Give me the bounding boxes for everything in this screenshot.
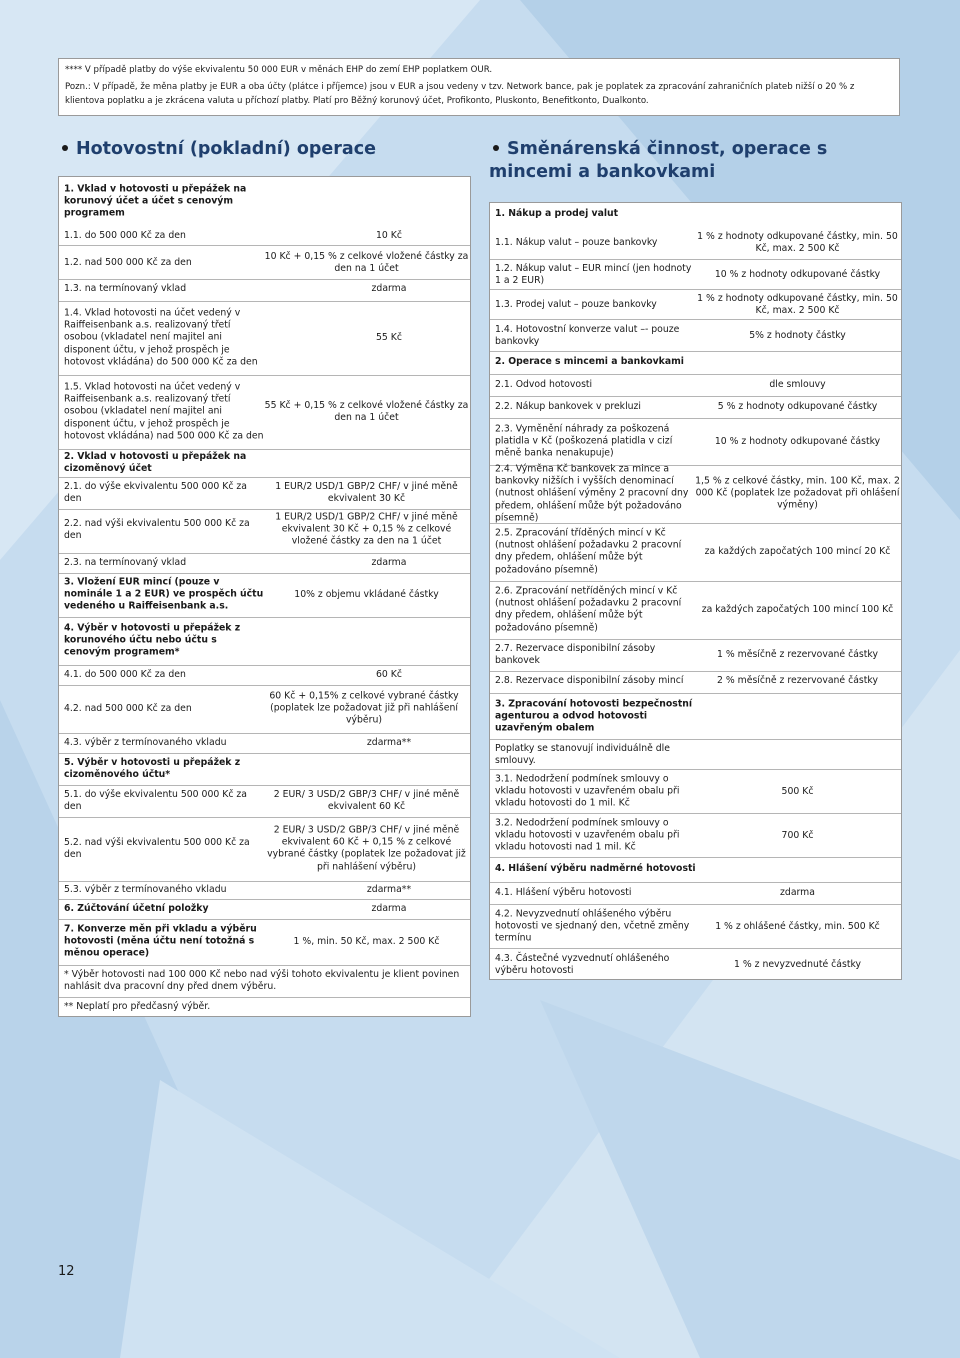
right-section-heading bbox=[489, 138, 899, 184]
row-value: zdarma bbox=[780, 886, 815, 898]
row-value: 55 Kč + 0,15 % z celkové vložené částky za den na 1 účet bbox=[264, 399, 469, 423]
row-label: 4.3. Částečné vyzvednutí ohlášeného výběru hotovosti bbox=[495, 952, 670, 976]
row-value: 60 Kč bbox=[376, 668, 402, 680]
row-label: 2.8. Rezervace disponibilní zásoby mincí bbox=[495, 674, 684, 686]
row-label: 2.6. Zpracování netříděných mincí v Kč (nutnost ohlášení požadavku 2 pracovní dny předem, ohlášení může být požadováno písemně) bbox=[495, 585, 682, 634]
table-row bbox=[490, 289, 901, 320]
row-label: 4.1. do 500 000 Kč za den bbox=[64, 668, 186, 680]
row-value: zdarma bbox=[371, 556, 407, 568]
row-value: 500 Kč bbox=[781, 785, 814, 797]
row-label: 4.1. Hlášení výběru hotovosti bbox=[495, 886, 632, 898]
top-note-box bbox=[58, 58, 900, 116]
row-label: 2.2. nad výši ekvivalentu 500 000 Kč za den bbox=[64, 517, 250, 541]
table-row bbox=[490, 319, 901, 352]
row-label: 4.3. výběr z termínovaného vkladu bbox=[64, 736, 227, 748]
bullet-icon bbox=[493, 145, 499, 151]
row-value: 5 % z hodnoty odkupované částky bbox=[717, 400, 878, 412]
row-value: 2 EUR/ 3 USD/2 GBP/3 CHF/ v jiné měně ekvivalent 60 Kč bbox=[273, 788, 460, 812]
table-row bbox=[490, 904, 901, 949]
network-bank-note: Pozn.: V případě, že měna platby je EUR a oba účty (plátce i příjemce) jsou v EUR a jsou vedeny v tzv. Network bance, pak je poplatek za zpracování zahraničních plateb nižší o 20 % z klientova poplatku a je zkrácena valuta u příchozí platby. Platí pro Běžný korunový účet, Profikonto, Pluskonto, Benefitkonto, Dualkonto. bbox=[65, 81, 855, 106]
row-value: 1,5 % z celkové částky, min. 100 Kč, max. 2 000 Kč (poplatek lze požadovat při ohlášení výměny) bbox=[695, 475, 900, 512]
table-row bbox=[59, 899, 470, 918]
row-value: 1 EUR/2 USD/1 GBP/2 CHF/ v jiné měně ekvivalent 30 Kč bbox=[275, 480, 458, 504]
row-label: 1.3. Prodej valut – pouze bankovky bbox=[495, 298, 657, 310]
row-value: 1 EUR/2 USD/1 GBP/2 CHF/ v jiné měně ekvivalent 30 Kč + 0,15 % z celkové vložené částky za den na 1 účet bbox=[275, 511, 458, 548]
table-row bbox=[59, 375, 470, 448]
row-label: 5.2. nad výši ekvivalentu 500 000 Kč za den bbox=[64, 836, 250, 860]
row-label: 1.4. Hotovostní konverze valut –- pouze bankovky bbox=[495, 323, 680, 347]
row-value: 55 Kč bbox=[376, 331, 402, 343]
row-label: 5. Výběr v hotovosti u přepážek z cizoměnového účtu* bbox=[64, 756, 241, 780]
row-label: 2.5. Zpracování tříděných mincí v Kč (nutnost ohlášení požadavku 2 pracovní dny předem, ohlášení může být požadováno písemně) bbox=[495, 527, 682, 576]
table-row bbox=[490, 857, 901, 880]
row-value: 5% z hodnoty částky bbox=[749, 329, 846, 341]
table-row bbox=[59, 301, 470, 374]
table-row bbox=[490, 693, 901, 740]
row-label: ** Neplatí pro předčasný výběr. bbox=[64, 1000, 211, 1012]
table-row bbox=[59, 449, 470, 476]
table-row bbox=[490, 523, 901, 580]
table-row bbox=[490, 882, 901, 903]
row-value: 10 Kč + 0,15 % z celkové vložené částky za den na 1 účet bbox=[264, 250, 469, 274]
row-value: zdarma bbox=[371, 282, 407, 294]
row-label: 2. Vklad v hotovosti u přepážek na cizoměnový účet bbox=[64, 450, 247, 474]
table-row bbox=[59, 279, 470, 298]
table-row bbox=[59, 997, 470, 1016]
row-label: 2.3. Vyměnění náhrady za poškozená platidla v Kč (poškozená platidla v cizí měně banka nenakupuje) bbox=[495, 423, 673, 459]
row-value: 1 % měsíčně z rezervované částky bbox=[717, 648, 878, 660]
table-row bbox=[59, 245, 470, 280]
row-label: 1. Vklad v hotovosti u přepážek na korunový účet a účet s cenovým programem bbox=[64, 183, 247, 220]
row-value: 10% z objemu vkládané částky bbox=[294, 588, 439, 600]
row-label: 1.3. na termínovaný vklad bbox=[64, 282, 187, 294]
table-row bbox=[490, 769, 901, 814]
table-row bbox=[59, 665, 470, 684]
table-row bbox=[59, 733, 470, 752]
table-row bbox=[490, 351, 901, 372]
row-label: * Výběr hotovosti nad 100 000 Kč nebo nad výši tohoto ekvivalentu je klient povinen nahlásit dva pracovní dny před dnem výběru. bbox=[64, 968, 460, 992]
row-label: 1.2. Nákup valut – EUR mincí (jen hodnoty 1 a 2 EUR) bbox=[495, 262, 692, 286]
row-value: 1 %, min. 50 Kč, max. 2 500 Kč bbox=[293, 935, 440, 947]
table-row bbox=[59, 509, 470, 550]
row-value: 60 Kč + 0,15% z celkové vybrané částky (poplatek lze požadovat již při nahlášení výběru) bbox=[269, 690, 459, 727]
table-row bbox=[59, 553, 470, 572]
table-row bbox=[59, 229, 470, 243]
row-label: 2.7. Rezervace disponibilní zásoby bankovek bbox=[495, 642, 656, 666]
row-value: 2 EUR/ 3 USD/2 GBP/3 CHF/ v jiné měně ekvivalent 60 Kč + 0,15 % z celkové vybrané částky (poplatek lze požadovat již při nahlášení výběru) bbox=[267, 824, 466, 873]
table-row bbox=[59, 573, 470, 616]
row-value: zdarma** bbox=[366, 883, 412, 895]
table-row bbox=[490, 639, 901, 670]
row-value: 2 % měsíčně z rezervované částky bbox=[717, 674, 878, 686]
row-value: 1 % z ohlášené částky, min. 500 Kč bbox=[715, 920, 880, 932]
table-row bbox=[490, 813, 901, 858]
table-row bbox=[490, 203, 901, 225]
table-row bbox=[490, 418, 901, 464]
table-row bbox=[59, 685, 470, 732]
table-row bbox=[59, 965, 470, 996]
row-label: 2. Operace s mincemi a bankovkami bbox=[495, 355, 684, 367]
row-value: za každých započatých 100 mincí 20 Kč bbox=[704, 545, 891, 557]
table-row bbox=[490, 581, 901, 638]
row-value: 700 Kč bbox=[781, 829, 814, 841]
row-value: 1 % z nevyzvednuté částky bbox=[733, 958, 862, 970]
row-label: 1.2. nad 500 000 Kč za den bbox=[64, 256, 192, 268]
table-row bbox=[59, 881, 470, 898]
row-label: 1.4. Vklad hotovosti na účet vedený v Raiffeisenbank a.s. realizovaný třetí osobou (vkladatel není majitel ani disponent účtu, v jehož prospěch je hotovost vkládána) do 500 000 Kč za den bbox=[64, 307, 258, 368]
row-label: 3. Vložení EUR mincí (pouze v nominále 1 a 2 EUR) ve prospěch účtu vedeného u Raiffeisenbank a.s. bbox=[64, 576, 264, 613]
row-label: 2.1. Odvod hotovosti bbox=[495, 378, 593, 390]
row-value: 1 % z hodnoty odkupované částky, min. 50 Kč, max. 2 500 Kč bbox=[697, 292, 898, 316]
row-value: za každých započatých 100 mincí 100 Kč bbox=[701, 603, 894, 615]
row-label: 2.1. do výše ekvivalentu 500 000 Kč za den bbox=[64, 480, 247, 504]
row-label: 4. Hlášení výběru nadměrné hotovosti bbox=[495, 862, 696, 874]
row-label: 1. Nákup a prodej valut bbox=[495, 207, 619, 219]
right-heading-text: Směnárenská činnost, operace s mincemi a bankovkami bbox=[489, 139, 828, 182]
table-row bbox=[490, 948, 901, 981]
table-row bbox=[59, 785, 470, 816]
footnote-ehp: **** V případě platby do výše ekvivalentu 50 000 EUR v měnách EHP do zemí EHP poplatkem OUR. bbox=[65, 65, 493, 75]
row-label: 1.1. Nákup valut – pouze bankovky bbox=[495, 236, 658, 248]
row-value: 10 % z hodnoty odkupované částky bbox=[714, 435, 881, 447]
table-row bbox=[59, 919, 470, 964]
exchange-operations-table bbox=[489, 202, 902, 980]
table-row bbox=[59, 817, 470, 880]
row-label: 2.4. Výměna Kč bankovek za mince a bankovky nižších i vyšších denominací (nutnost ohlášení výměny 2 pracovní dny předem, ohlášení může být požadováno písemně) bbox=[495, 463, 689, 524]
table-row bbox=[59, 617, 470, 664]
page-number: 12 bbox=[58, 1264, 75, 1279]
table-row bbox=[490, 259, 901, 290]
table-row bbox=[490, 396, 901, 417]
left-section-heading bbox=[58, 138, 468, 161]
row-value: zdarma** bbox=[366, 736, 412, 748]
row-label: Poplatky se stanovují individuálně dle smlouvy. bbox=[495, 742, 670, 766]
table-row bbox=[59, 753, 470, 784]
row-label: 6. Zúčtování účetní položky bbox=[64, 902, 209, 914]
table-row bbox=[490, 465, 901, 522]
row-label: 5.3. výběr z termínovaného vkladu bbox=[64, 883, 227, 895]
left-heading-text: Hotovostní (pokladní) operace bbox=[76, 139, 376, 159]
row-value: zdarma bbox=[371, 902, 407, 914]
row-label: 1.5. Vklad hotovosti na účet vedený v Raiffeisenbank a.s. realizovaný třetí osobou (vkladatel není majitel ani disponent účtu, v jehož prospěch je hotovost vkládána) nad 500 000 Kč za den bbox=[64, 381, 264, 442]
row-label: 2.3. na termínovaný vklad bbox=[64, 556, 187, 568]
bullet-icon bbox=[62, 145, 68, 151]
table-row bbox=[59, 477, 470, 508]
row-label: 3.1. Nedodržení podmínek smlouvy o vkladu hotovosti v uzavřeném obalu při vkladu hotovosti do 1 mil. Kč bbox=[495, 773, 680, 810]
row-value: 1 % z hodnoty odkupované částky, min. 50 Kč, max. 2 500 Kč bbox=[697, 230, 898, 254]
row-label: 2.2. Nákup bankovek v prekluzi bbox=[495, 400, 642, 412]
row-label: 4.2. Nevyzvednutí ohlášeného výběru hotovosti ve sjednaný den, včetně změny termínu bbox=[495, 908, 690, 945]
row-label: 4. Výběr v hotovosti u přepážek z korunového účtu nebo účtu s cenovým programem* bbox=[64, 622, 241, 659]
table-row bbox=[490, 739, 901, 770]
table-row bbox=[490, 227, 901, 259]
cash-operations-table bbox=[58, 176, 471, 1017]
row-label: 4.2. nad 500 000 Kč za den bbox=[64, 702, 192, 714]
row-label: 3.2. Nedodržení podmínek smlouvy o vkladu hotovosti v uzavřeném obalu při vkladu hotovosti nad 1 mil. Kč bbox=[495, 817, 680, 854]
table-row bbox=[490, 671, 901, 690]
row-label: 5.1. do výše ekvivalentu 500 000 Kč za den bbox=[64, 788, 247, 812]
row-value: 10 Kč bbox=[376, 229, 402, 241]
row-value: 10 % z hodnoty odkupované částky bbox=[714, 268, 881, 280]
row-label: 3. Zpracování hotovosti bezpečnostní agenturou a odvod hotovosti uzavřeným obalem bbox=[495, 698, 693, 735]
table-row bbox=[490, 374, 901, 395]
row-label: 7. Konverze měn při vkladu a výběru hotovosti (měna účtu není totožná s měnou operace) bbox=[64, 923, 257, 960]
row-label: 1.1. do 500 000 Kč za den bbox=[64, 229, 186, 241]
row-value: dle smlouvy bbox=[769, 378, 826, 390]
table-row bbox=[59, 177, 470, 227]
